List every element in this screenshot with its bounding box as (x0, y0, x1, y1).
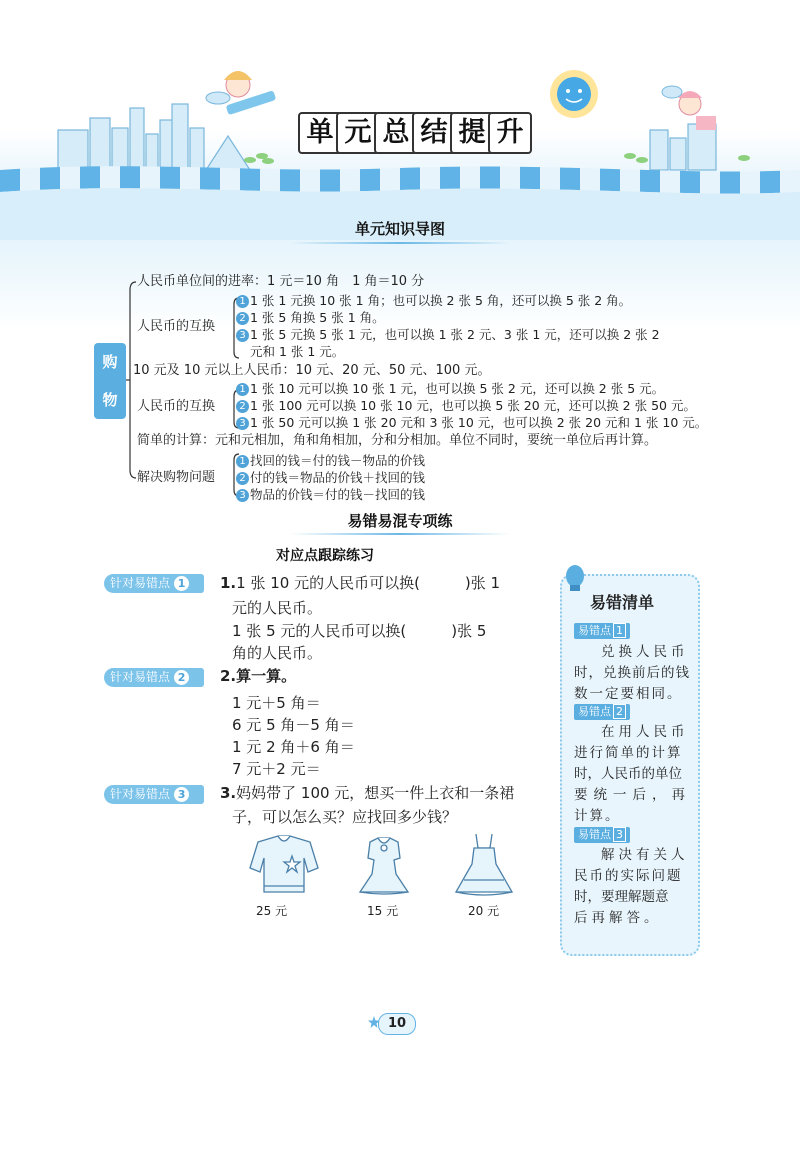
mindmap-unit-rate: 人民币单位间的进率：1 元＝10 角 1 角＝10 分 (137, 274, 425, 289)
calc-item: 1 元＋5 角＝ (232, 694, 321, 712)
root-char: 物 (102, 391, 118, 409)
checklist-note: 解决有关人 民币的实际问题 时，要理解题意 后再解答。 (574, 847, 689, 926)
title-char: 升 (488, 112, 532, 154)
heading-underline (290, 242, 510, 244)
practice-heading: 易错易混专项练 (347, 512, 453, 530)
title-char: 单 (298, 112, 342, 154)
question-3-text: 子，可以怎么买？应找回多少钱？ (232, 808, 458, 826)
calc-item: 7 元＋2 元＝ (232, 760, 321, 778)
circled-number-icon: 1 (236, 383, 249, 396)
clothing-illustrations (238, 834, 538, 900)
mindmap-item-continuation: 元和 1 张 1 元。 (250, 344, 345, 359)
sweater-icon (250, 836, 318, 892)
circled-number-icon: 1 (236, 455, 249, 468)
title-char: 提 (450, 112, 494, 154)
mindmap-item: 1 找回的钱＝付的钱－物品的价钱 (236, 452, 425, 469)
circled-number-icon: 3 (236, 417, 249, 430)
question-1-text: 1 张 5 元的人民币可以换( )张 5 (232, 622, 487, 640)
mindmap-item: 2 1 张 100 元可以换 10 张 10 元，也可以换 5 张 20 元，还可以换 2 张 50 元。 (236, 397, 696, 414)
circled-number-icon: 3 (236, 329, 249, 342)
page-number: 10 (378, 1013, 416, 1035)
checklist-note: 兑换人民币 时，兑换前后的钱 数一定要相同。 (574, 644, 690, 702)
mindmap-exchange-label: 人民币的互换 (137, 399, 216, 414)
circled-number-icon: 2 (236, 400, 249, 413)
mindmap-item: 2 付的钱＝物品的价钱＋找回的钱 (236, 469, 425, 486)
title-char: 元 (336, 112, 380, 154)
question-1-text: 角的人民币。 (232, 644, 323, 662)
mindmap-item: 3 1 张 5 元换 5 张 1 元，也可以换 1 张 2 元、3 张 1 元，还可以换 2 张 2 (236, 326, 660, 343)
fairy-left-illustration (206, 71, 276, 115)
price-label: 15 元 (367, 904, 399, 918)
root-char: 购 (102, 353, 118, 371)
price-label: 20 元 (468, 904, 500, 918)
calc-item: 1 元 2 角＋6 角＝ (232, 738, 355, 756)
calc-item: 6 元 5 角－5 角＝ (232, 716, 355, 734)
question-1-text: 元的人民币。 (232, 599, 323, 617)
error-point-badge: 针对易错点 1 (104, 574, 204, 593)
error-point-badge: 针对易错点 3 (104, 785, 204, 804)
error-point-tag: 易错点 3 (574, 827, 630, 843)
mindmap-item: 2 1 张 5 角换 5 张 1 角。 (236, 309, 385, 326)
error-point-tag: 易错点 2 (574, 704, 630, 720)
mindmap-calc-line: 简单的计算：元和元相加，角和角相加，分和分相加。单位不同时，要统一单位后再计算。 (137, 433, 658, 448)
lightbulb-icon (560, 560, 590, 600)
price-label: 25 元 (256, 904, 288, 918)
heading-underline (290, 533, 510, 535)
mindmap-solve-label: 解决购物问题 (137, 470, 216, 485)
mindmap-item: 1 1 张 1 元换 10 张 1 角；也可以换 2 张 5 角，还可以换 5 张 2 角。 (236, 292, 631, 309)
checklist-note: 在用人民币 进行简单的计算 时，人民币的单位 要统一后，再 计算。 (574, 724, 691, 824)
title-char: 结 (412, 112, 456, 154)
question-3: 3.妈妈带了 100 元，想买一件上衣和一条裙 (220, 784, 515, 802)
circled-number-icon: 2 (236, 472, 249, 485)
skirt-dress-icon (456, 834, 512, 895)
mindmap-heading: 单元知识导图 (354, 220, 445, 238)
circled-number-icon: 1 (236, 295, 249, 308)
dress-icon (360, 838, 408, 894)
mindmap-item: 1 1 张 10 元可以换 10 张 1 元，也可以换 5 张 2 元，还可以换 2 张 5 元。 (236, 380, 664, 397)
title-char: 总 (374, 112, 418, 154)
error-point-badge: 针对易错点 2 (104, 668, 204, 687)
error-point-tag: 易错点 1 (574, 623, 630, 639)
question-2: 2.算一算。 (220, 667, 297, 685)
practice-subheading: 对应点跟踪练习 (276, 548, 374, 564)
smiling-sun-icon (550, 70, 598, 118)
mindmap-ten-yuan-line: 10 元及 10 元以上人民币：10 元、20 元、50 元、100 元。 (133, 363, 491, 378)
question-1: 1.1 张 10 元的人民币可以换( )张 1 (220, 574, 501, 592)
checklist-title: 易错清单 (590, 593, 655, 612)
mindmap-exchange-label: 人民币的互换 (137, 319, 216, 334)
mindmap-item: 3 1 张 50 元可以换 1 张 20 元和 3 张 10 元，也可以换 2 张 20 元和 1 张 10 元。 (236, 414, 707, 431)
circled-number-icon: 3 (236, 489, 249, 502)
mindmap-item: 3 物品的价钱＝付的钱－找回的钱 (236, 486, 425, 503)
circled-number-icon: 2 (236, 312, 249, 325)
